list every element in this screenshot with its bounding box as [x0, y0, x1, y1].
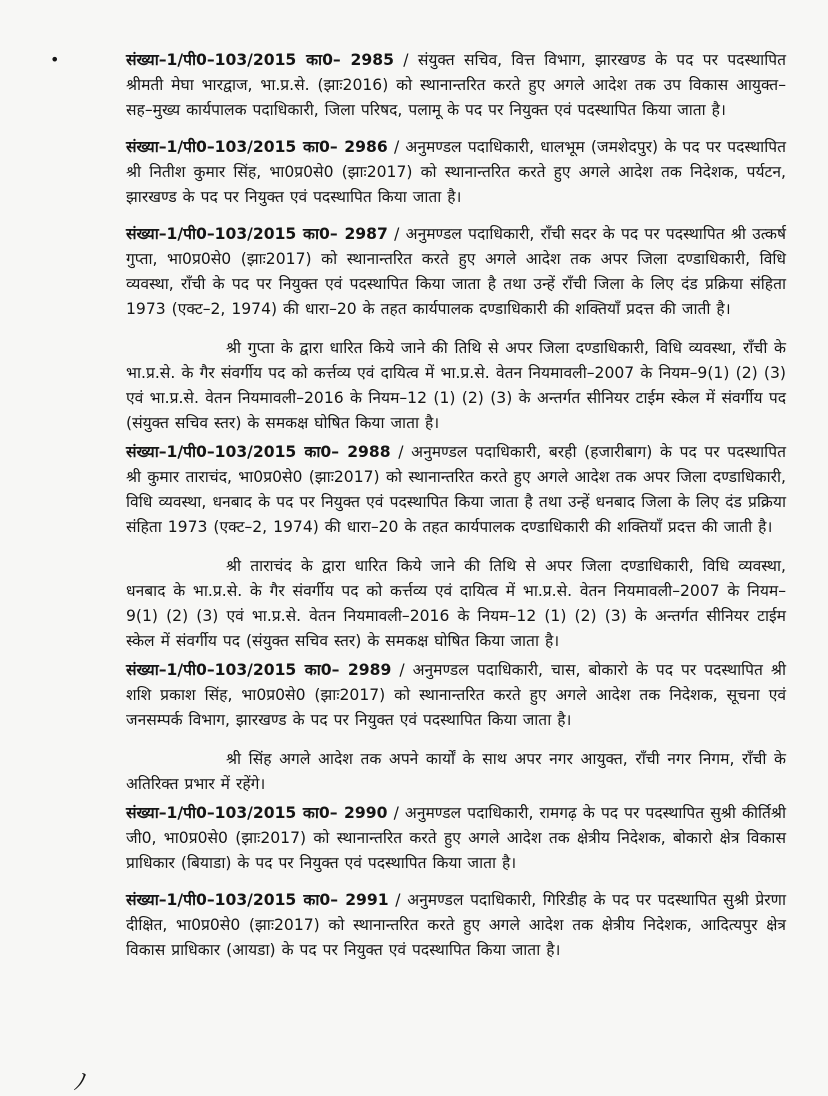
- order-reference: संख्या–1/पी0–103/2015 का0– 2990: [126, 804, 388, 822]
- margin-dot: •: [50, 50, 60, 69]
- order-text: / अनुमण्डल पदाधिकारी, गिरिडीह के पद पर पदस्थापित सुश्री प्रेरणा दीक्षित, भा0प्र0से0 (झाः2017) को स्थानान्तरित करते हुए अगले आदेश तक क्षेत्रीय निदेशक, आदित्यपुर क्षेत्र विकास प्राधिकार (आयडा) के पद पर नियुक्त एवं पदस्थापित किया जाता है।: [126, 891, 786, 959]
- order-2991: [126, 888, 786, 963]
- order-text: / संयुक्त सचिव, वित्त विभाग, झारखण्ड के पद पर पदस्थापित श्रीमती मेघा भारद्वाज, भा.प्र.से. (झाः2016) को स्थानान्तरित करते हुए अगले आदेश तक उप विकास आयुक्त–सह–मुख्य कार्यपालक पदाधिकारी, जिला परिषद, पलामू के पद पर नियुक्त एवं पदस्थापित किया जाता है।: [126, 51, 786, 119]
- order-reference: संख्या–1/पी0–103/2015 का0– 2991: [126, 891, 389, 909]
- note-gupta: [126, 336, 786, 436]
- order-text: / अनुमण्डल पदाधिकारी, चास, बोकारो के पद पर पदस्थापित श्री शशि प्रकाश सिंह, भा0प्र0से0 (झाः2017) को स्थानान्तरित करते हुए अगले आदेश तक निदेशक, सूचना एवं जनसम्पर्क विभाग, झारखण्ड के पद पर नियुक्त एवं पदस्थापित किया जाता है।: [126, 661, 786, 729]
- order-text: / अनुमण्डल पदाधिकारी, बरही (हजारीबाग) के पद पर पदस्थापित श्री कुमार ताराचंद, भा0प्र0से0 (झाः2017) को स्थानान्तरित करते हुए अगले आदेश तक अपर जिला दण्डाधिकारी, विधि व्यवस्था, धनबाद के पद पर नियुक्त एवं पदस्थापित किया जाता है तथा उन्हें धनबाद जिला के लिए दंड प्रक्रिया संहिता 1973 (एक्ट–2, 1974) की धारा–20 के तहत कार्यपालक दण्डाधिकारी की शक्तियाँ प्रदत्त की जाती है।: [126, 443, 786, 536]
- order-reference: संख्या–1/पी0–103/2015 का0– 2989: [126, 661, 392, 679]
- order-reference: संख्या–1/पी0–103/2015 का0– 2988: [126, 443, 391, 461]
- note-tarachand: [126, 554, 786, 654]
- handwritten-mark: ノ: [68, 1068, 94, 1096]
- order-2989: [126, 658, 786, 733]
- order-2985: [126, 48, 786, 123]
- order-reference: संख्या–1/पी0–103/2015 का0– 2985: [126, 51, 394, 69]
- note-text: श्री सिंह अगले आदेश तक अपने कार्यों के साथ अपर नगर आयुक्त, राँची नगर निगम, राँची के अतिरिक्त प्रभार में रहेंगे।: [126, 750, 786, 793]
- note-text: श्री गुप्ता के द्वारा धारित किये जाने की तिथि से अपर जिला दण्डाधिकारी, विधि व्यवस्था, राँची के भा.प्र.से. के गैर संवर्गीय पद को कर्त्तव्य एवं दायित्व में भा.प्र.से. वेतन नियमावली–2007 के नियम–9(1) (2) (3) एवं भा.प्र.से. वेतन नियमावली–2016 के नियम–12 (1) (2) (3) के अन्तर्गत सीनियर टाईम स्केल में संवर्गीय पद (संयुक्त सचिव स्तर) के समकक्ष घोषित किया जाता है।: [126, 339, 786, 432]
- order-reference: संख्या–1/पी0–103/2015 का0– 2987: [126, 225, 388, 243]
- order-2990: [126, 801, 786, 876]
- order-text: / अनुमण्डल पदाधिकारी, रामगढ़ के पद पर पदस्थापित सुश्री कीर्तिश्री जी0, भा0प्र0से0 (झाः2017) को स्थानान्तरित करते हुए अगले आदेश तक क्षेत्रीय निदेशक, बोकारो क्षेत्र विकास प्राधिकार (बियाडा) के पद पर नियुक्त एवं पदस्थापित किया जाता है।: [126, 804, 786, 872]
- note-text: श्री ताराचंद के द्वारा धारित किये जाने की तिथि से अपर जिला दण्डाधिकारी, विधि व्यवस्था, धनबाद के भा.प्र.से. के गैर संवर्गीय पद को कर्त्तव्य एवं दायित्व में भा.प्र.से. वेतन नियमावली–2007 के नियम–9(1) (2) (3) एवं भा.प्र.से. वेतन नियमावली–2016 के नियम–12 (1) (2) (3) के अन्तर्गत सीनियर टाईम स्केल में संवर्गीय पद (संयुक्त सचिव स्तर) के समकक्ष घोषित किया जाता है।: [126, 557, 786, 650]
- order-reference: संख्या–1/पी0–103/2015 का0– 2986: [126, 138, 388, 156]
- note-singh: [126, 747, 786, 797]
- order-2988: [126, 440, 786, 540]
- order-text: / अनुमण्डल पदाधिकारी, धालभूम (जमशेदपुर) के पद पर पदस्थापित श्री नितीश कुमार सिंह, भा0प्र0से0 (झाः2017) को स्थानान्तरित करते हुए अगले आदेश तक निदेशक, पर्यटन, झारखण्ड के पद पर नियुक्त एवं पदस्थापित किया जाता है।: [126, 138, 786, 206]
- order-2987: [126, 222, 786, 322]
- order-2986: [126, 135, 786, 210]
- order-text: / अनुमण्डल पदाधिकारी, राँची सदर के पद पर पदस्थापित श्री उत्कर्ष गुप्ता, भा0प्र0से0 (झाः2017) को स्थानान्तरित करते हुए अगले आदेश तक अपर जिला दण्डाधिकारी, विधि व्यवस्था, राँची के पद पर नियुक्त एवं पदस्थापित किया जाता है तथा उन्हें राँची जिला के लिए दंड प्रक्रिया संहिता 1973 (एक्ट–2, 1974) की धारा–20 के तहत कार्यपालक दण्डाधिकारी की शक्तियाँ प्रदत्त की जाती है।: [126, 225, 786, 318]
